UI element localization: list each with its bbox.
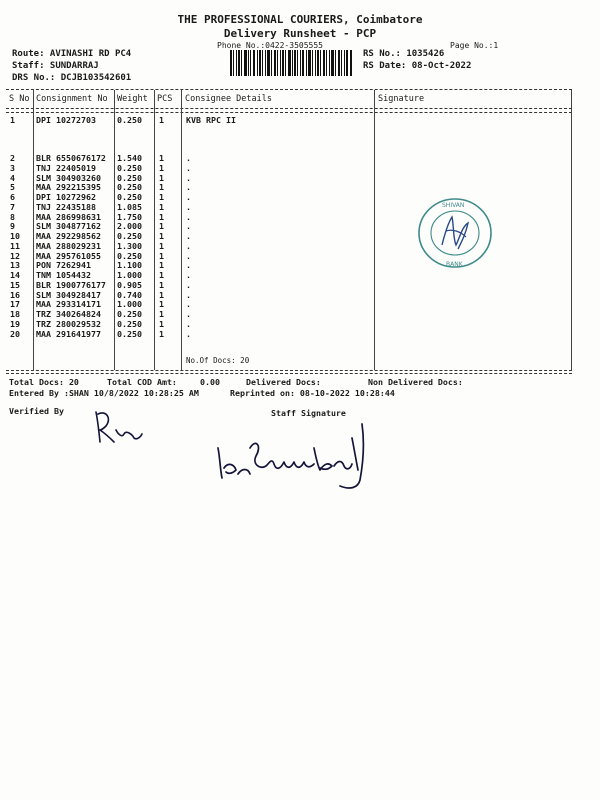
row-consignee: . (186, 289, 191, 300)
row-consignee: . (186, 240, 191, 251)
row-pcs: 1 (159, 250, 164, 261)
table-header-rule-2 (6, 112, 572, 113)
row-consignment: MAA 291641977 (36, 328, 101, 339)
header-signature: Signature (378, 94, 425, 104)
row-pcs: 1 (159, 221, 164, 232)
rs-number: RS No.: 1035426 (363, 49, 445, 59)
row-consignee: . (186, 250, 191, 261)
row-consignment: SLM 304928417 (36, 289, 101, 300)
staff-signature (200, 418, 410, 498)
col-divider (181, 90, 182, 370)
row-consignee: . (186, 201, 191, 212)
header-consignment: Consignment No (36, 94, 108, 104)
row-pcs: 1 (159, 162, 164, 173)
footer-rule (6, 373, 572, 374)
header-consignee: Consignee Details (185, 94, 272, 104)
row-sno: 9 (10, 221, 15, 232)
total-docs: Total Docs: 20 (9, 377, 79, 387)
row-sno: 19 (10, 318, 20, 329)
row-sno: 17 (10, 299, 20, 310)
row-consignment: MAA 295761055 (36, 250, 101, 261)
col-divider (154, 90, 155, 370)
staff-label: Staff: SUNDARRAJ (12, 61, 99, 71)
row-weight: 0.250 (117, 328, 142, 339)
row-consignment: SLM 304877162 (36, 221, 101, 232)
row-pcs: 1 (159, 309, 164, 319)
row-consignment: TNJ 22405019 (36, 162, 96, 173)
row-pcs: 1 (159, 172, 164, 183)
row-consignment: MAA 288029231 (36, 240, 101, 251)
row-consignment: BLR 1900776177 (36, 279, 106, 290)
header-pcs: PCS (157, 94, 173, 104)
row-sno: 2 (10, 153, 15, 163)
row-consignee: . (186, 231, 191, 241)
row-pcs: 1 (159, 279, 164, 290)
row-sno: 8 (10, 211, 15, 222)
row-consignment: TNM 1054432 (36, 270, 91, 280)
entered-by: Entered By :SHAN 10/8/2022 10:28:25 AM (9, 388, 199, 398)
row-pcs: 1 (159, 299, 164, 310)
row-consignee: . (186, 221, 191, 232)
row-pcs: 1 (159, 240, 164, 251)
row-consignee: . (186, 328, 191, 339)
docs-count: No.Of Docs: 20 (186, 356, 250, 365)
row-sno: 3 (10, 162, 15, 173)
row-sno: 4 (10, 172, 15, 183)
row-pcs: 1 (159, 192, 164, 202)
row-weight: 0.250 (117, 309, 142, 319)
delivered-docs: Delivered Docs: (246, 377, 321, 387)
row-consignment: DPI 10272703 (36, 115, 96, 125)
header-sno: S No (9, 94, 30, 104)
row-weight: 0.250 (117, 192, 142, 202)
col-divider (374, 90, 375, 370)
table-bottom-rule (6, 370, 572, 371)
row-consignment: SLM 304903260 (36, 172, 101, 183)
row-consignment: BLR 6550676172 (36, 153, 106, 163)
row-consignment: PON 7262941 (36, 260, 91, 271)
row-consignee: . (186, 182, 191, 193)
row-pcs: 1 (159, 201, 164, 212)
bank-stamp (412, 193, 498, 273)
row-consignment: MAA 292298562 (36, 231, 101, 241)
col-divider (571, 90, 572, 370)
row-consignee: KVB RPC II (186, 115, 236, 125)
row-sno: 13 (10, 260, 20, 271)
route-label: Route: AVINASHI RD PC4 (12, 49, 132, 59)
row-weight: 0.250 (117, 231, 142, 241)
row-consignment: TRZ 340264824 (36, 309, 101, 319)
row-consignee: . (186, 172, 191, 183)
row-weight: 1.750 (117, 211, 142, 222)
row-weight: 0.740 (117, 289, 142, 300)
row-sno: 1 (10, 115, 15, 125)
row-consignee: . (186, 211, 191, 222)
row-weight: 0.250 (117, 318, 142, 329)
row-weight: 0.250 (117, 250, 142, 261)
row-weight: 0.250 (117, 115, 142, 125)
table-top-rule (6, 89, 572, 90)
row-sno: 11 (10, 240, 20, 251)
row-pcs: 1 (159, 318, 164, 329)
rs-date: RS Date: 08-Oct-2022 (363, 61, 472, 71)
row-pcs: 1 (159, 115, 164, 125)
row-sno: 14 (10, 270, 20, 280)
row-consignee: . (186, 162, 191, 173)
row-consignee: . (186, 192, 191, 202)
row-weight: 1.300 (117, 240, 142, 251)
row-consignee: . (186, 299, 191, 310)
row-consignee: . (186, 318, 191, 329)
row-weight: 0.250 (117, 182, 142, 193)
row-consignment: TNJ 22435188 (36, 201, 96, 212)
non-delivered-docs: Non Delivered Docs: (368, 377, 463, 387)
row-pcs: 1 (159, 260, 164, 271)
total-cod-value: 0.00 (200, 377, 220, 387)
row-consignee: . (186, 260, 191, 271)
row-sno: 20 (10, 328, 20, 339)
row-weight: 1.100 (117, 260, 142, 271)
reprinted-on: Reprinted on: 08-10-2022 10:28:44 (230, 388, 395, 398)
row-sno: 5 (10, 182, 15, 193)
row-weight: 1.085 (117, 201, 142, 212)
row-weight: 1.000 (117, 270, 142, 280)
row-consignment: MAA 292215395 (36, 182, 101, 193)
row-consignment: TRZ 280029532 (36, 318, 101, 329)
row-pcs: 1 (159, 153, 164, 163)
page-number: Page No.:1 (450, 41, 499, 50)
row-sno: 16 (10, 289, 20, 300)
row-sno: 15 (10, 279, 20, 290)
row-pcs: 1 (159, 270, 164, 280)
table-header-rule (6, 108, 572, 109)
stamp-text-top: SHIVAN (442, 202, 465, 209)
company-name: THE PROFESSIONAL COURIERS, Coimbatore (177, 13, 423, 26)
barcode (230, 50, 352, 76)
col-divider (114, 90, 115, 370)
row-sno: 10 (10, 231, 20, 241)
total-cod-label: Total COD Amt: (107, 377, 177, 387)
row-pcs: 1 (159, 328, 164, 339)
row-pcs: 1 (159, 211, 164, 222)
staff-signature-label: Staff Signature (271, 408, 346, 418)
row-pcs: 1 (159, 231, 164, 241)
stamp-text-bottom: BANK (446, 261, 463, 268)
row-consignment: DPI 10272962 (36, 192, 96, 202)
document-title: Delivery Runsheet - PCP (223, 27, 377, 40)
phone-number: Phone No.:0422-3505555 (217, 41, 323, 50)
row-weight: 1.540 (117, 153, 142, 163)
row-sno: 18 (10, 309, 20, 319)
row-weight: 1.000 (117, 299, 142, 310)
row-weight: 0.250 (117, 172, 142, 183)
row-consignee: . (186, 279, 191, 290)
row-sno: 7 (10, 201, 15, 212)
row-weight: 0.905 (117, 279, 142, 290)
verified-by-label: Verified By (9, 406, 64, 416)
row-pcs: 1 (159, 289, 164, 300)
verifier-signature (86, 408, 156, 448)
drs-number: DRS No.: DCJB103542601 (12, 73, 132, 83)
row-weight: 0.250 (117, 162, 142, 173)
row-weight: 2.000 (117, 221, 142, 232)
row-sno: 6 (10, 192, 15, 202)
row-consignment: MAA 286998631 (36, 211, 101, 222)
header-weight: Weight (117, 94, 148, 104)
row-consignee: . (186, 270, 191, 280)
col-divider (33, 90, 34, 370)
row-consignee: . (186, 309, 191, 319)
row-consignment: MAA 293314171 (36, 299, 101, 310)
row-consignee: . (186, 153, 191, 163)
row-sno: 12 (10, 250, 20, 261)
row-pcs: 1 (159, 182, 164, 193)
